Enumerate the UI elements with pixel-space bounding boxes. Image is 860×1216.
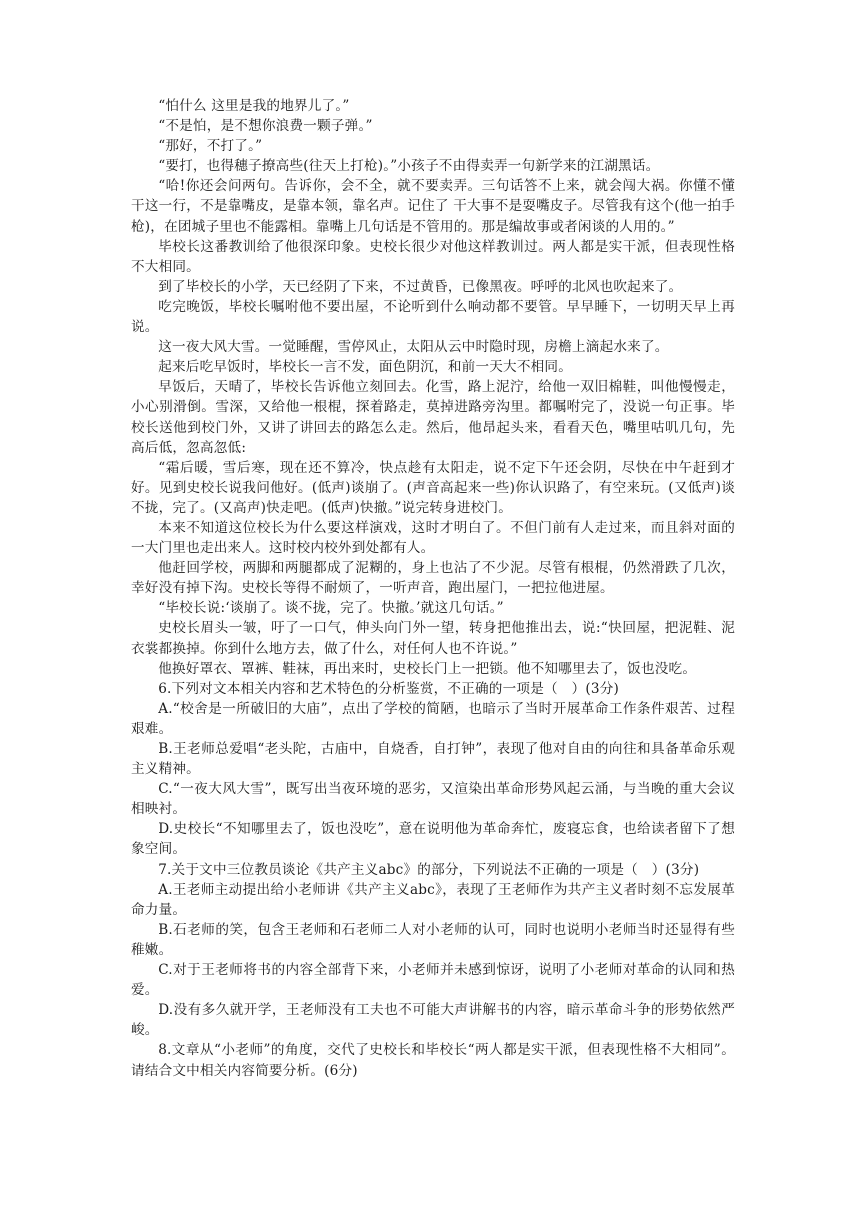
question-7-option-b: B.石老师的笑，包含王老师和石老师二人对小老师的认可，同时也说明小老师当时还显得有些稚嫩。	[131, 921, 735, 958]
question-6-option-c: C.“一夜大风大雪”，既写出当夜环境的恶劣，又渲染出革命形势风起云涌，与当晚的重大会议相映衬。	[131, 781, 735, 818]
question-7-option-a: A.王老师主动提出给小老师讲《共产主义abc》，表现了王老师作为共产主义者时刻不忘发展革命力量。	[131, 881, 735, 918]
dialogue-line: “不是怕，是不想你浪费一颗子弹。”	[158, 118, 373, 135]
narrative-paragraph: 他换好罩衣、罩裤、鞋袜，再出来时，史校长门上一把锁。他不知哪里去了，饭也没吃。	[158, 660, 697, 677]
question-7-option-c: C.对于王老师将书的内容全部背下来，小老师并未感到惊讶，说明了小老师对革命的认同和热爱。	[131, 962, 735, 999]
narrative-paragraph: 早饭后，天晴了，毕校长告诉他立刻回去。化雪，路上泥泞，给他一双旧棉鞋，叫他慢慢走，小心别滑倒。雪深，又给他一根棍，探着路走，莫掉进路旁沟里。都嘱咐完了，没说一句正事。毕校长送他到校门外，又讲了讲回去的路怎么走。然后，他昂起头来，看看天色，嘴里咕叽几句，先高后低，忽高忽低:	[131, 379, 735, 456]
narrative-paragraph: 到了毕校长的小学，天已经阴了下来，不过黄昏，已像黑夜。呼呼的北风也吹起来了。	[158, 278, 683, 295]
narrative-paragraph: 毕校长这番教训给了他很深印象。史校长很少对他这样教训过。两人都是实干派，但表现性格不大相同。	[131, 238, 735, 275]
question-6-option-b: B.王老师总爱唱“老头陀，古庙中，自烧香，自打钟”，表现了他对自由的向往和具备革命乐观主义精神。	[131, 741, 735, 778]
question-7-stem: 7.关于文中三位教员谈论《共产主义abc》的部分，下列说法不正确的一项是（ ）(3分)	[158, 861, 700, 878]
narrative-paragraph: 吃完晚饭，毕校长嘱咐他不要出屋，不论听到什么响动都不要管。早早睡下，一切明天早上再说。	[131, 298, 735, 336]
narrative-paragraph: 史校长眉头一皱，吁了一口气，伸头向门外一望，转身把他推出去，说:“快回屋，把泥鞋、泥衣裳都换掉。你到什么地方去，做了什么，对任何人也不许说。”	[131, 620, 735, 657]
question-8-stem: 8.文章从“小老师”的角度，交代了史校长和毕校长“两人都是实干派，但表现性格不大相同”。请结合文中相关内容简要分析。(6分)	[131, 1042, 735, 1079]
narrative-paragraph: 这一夜大风大雪。一觉睡醒，雪停风止，太阳从云中时隐时现，房檐上滴起水来了。	[158, 339, 669, 356]
document-page	[131, 96, 735, 1081]
narrative-paragraph: 他赶回学校，两脚和两腿都成了泥糊的，身上也沾了不少泥。尽管有根棍，仍然滑跌了几次，幸好没有掉下沟。史校长等得不耐烦了，一听声音，跑出屋门，一把拉他进屋。	[131, 560, 735, 597]
dialogue-line: “那好，不打了。”	[158, 138, 263, 155]
question-6-stem: 6.下列对文本相关内容和艺术特色的分析鉴赏，不正确的一项是（ ）(3分)	[158, 680, 620, 697]
narrative-paragraph: 本来不知道这位校长为什么要这样演戏，这时才明白了。不但门前有人走过来，而且斜对面的一大门里也走出来人。这时校内校外到处都有人。	[131, 519, 735, 557]
dialogue-line: “毕校长说:‘谈崩了。谈不拢，完了。快撤。’就这几句话。”	[158, 600, 504, 617]
dialogue-line: “怕什么 这里是我的地界儿了。”	[158, 98, 350, 114]
narrative-paragraph: 起来后吃早饭时，毕校长一言不发，面色阴沉，和前一天大不相同。	[158, 359, 572, 376]
question-7-option-d: D.没有多久就开学，王老师没有工夫也不可能大声讲解书的内容，暗示革命斗争的形势依然严峻。	[131, 1002, 735, 1039]
dialogue-line: “要打，也得穗子撩高些(往天上打枪)。”小孩子不由得卖弄一句新学来的江湖黑话。	[158, 158, 660, 175]
question-6-option-d: D.史校长“不知哪里去了，饭也没吃”，意在说明他为革命奔忙，废寝忘食，也给读者留下了想象空间。	[131, 821, 735, 858]
dialogue-line: “霜后暖，雪后寒，现在还不算冷，快点趁有太阳走，说不定下午还会阴，尽快在中午赶到才好。见到史校长说我问他好。(低声)谈崩了。(声音高起来一些)你认识路了，有空来玩。(又低声)谈不拢，完了。(又高声)快走吧。(低声)快撤。”说完转身进校门。	[131, 459, 735, 516]
dialogue-line: “哈!你还会问两句。告诉你，会不全，就不要卖弄。三句话答不上来，就会闯大祸。你懂不懂 干这一行，不是靠嘴皮，是靠本领，靠名声。记住了 干大事不是耍嘴皮子。尽管我有这个(他一拍手枪)，在团城子里也不能露相。靠嘴上几句话是不管用的。那是编故事或者闲谈的人用的。”	[131, 178, 735, 235]
question-6-option-a: A.“校舍是一所破旧的大庙”，点出了学校的简陋，也暗示了当时开展革命工作条件艰苦、过程艰难。	[131, 700, 735, 737]
